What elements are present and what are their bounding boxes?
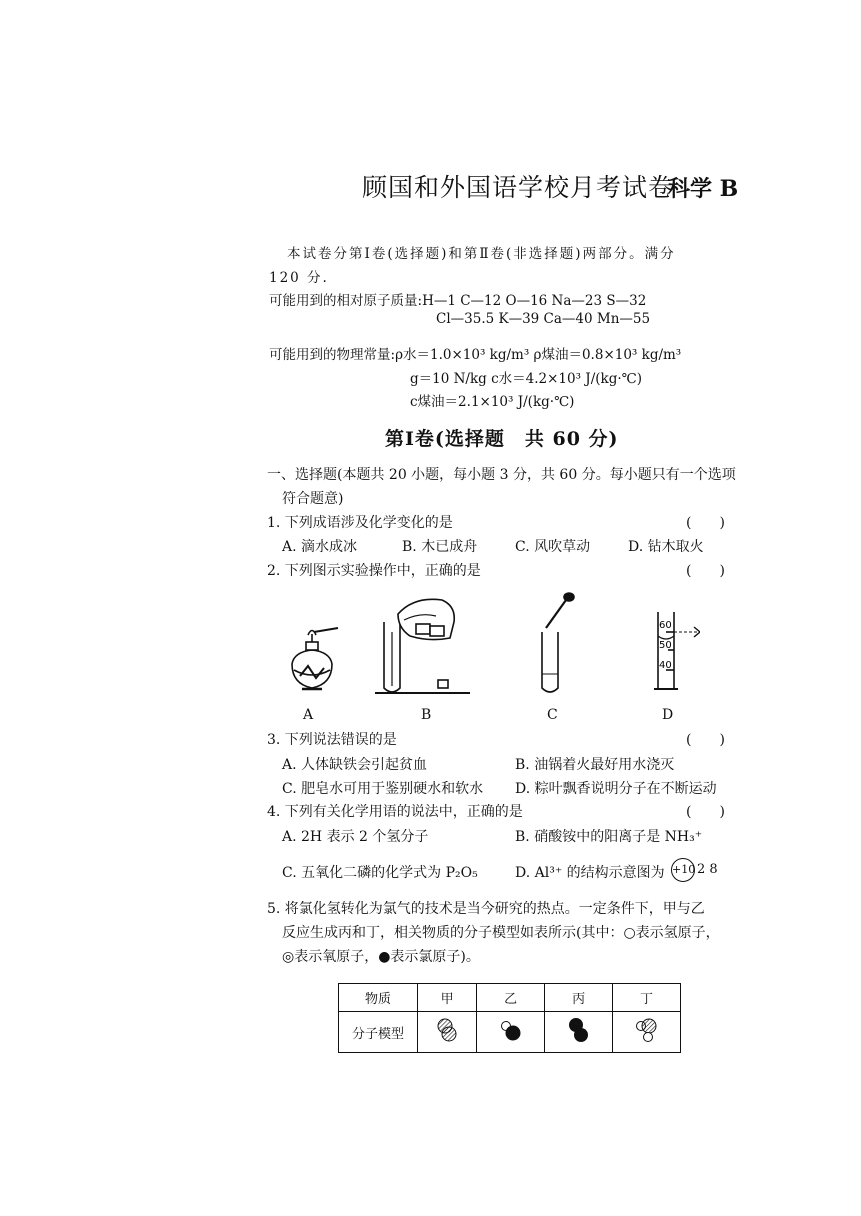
scale-50: 50 <box>659 640 672 651</box>
model-ding <box>613 1012 681 1053</box>
atomic-mass-label <box>269 289 646 309</box>
atomic-mass-title: 可能用到的相对原子质量: <box>269 293 423 309</box>
q1-option-b: B. 木已成舟 <box>402 539 478 555</box>
scale-60: 60 <box>659 620 672 631</box>
q3-option-d: D. 粽叶飘香说明分子在不断运动 <box>515 781 717 797</box>
q1-option-d: D. 钻木取火 <box>628 539 704 555</box>
q1-answer-blank: ( ) <box>686 515 725 531</box>
q4-stem: 4. 下列有关化学用语的说法中，正确的是 <box>267 804 523 820</box>
subject-label: 科学 B <box>668 176 739 202</box>
q1-option-c: C. 风吹草动 <box>515 539 591 555</box>
model-bing <box>545 1012 613 1053</box>
ion-nucleus-symbol: +10 <box>671 858 695 882</box>
section-instruction-1: 一、选择题(本题共 20 小题，每小题 3 分，共 60 分。每小题只有一个选项 <box>267 467 736 483</box>
section-instruction-2: 符合题意) <box>282 491 344 507</box>
q3-option-a: A. 人体缺铁会引起贫血 <box>282 757 428 773</box>
q5-line-1: 5. 将氯化氢转化为氯气的技术是当今研究的热点。一定条件下，甲与乙 <box>267 901 705 917</box>
table-header-bing: 丙 <box>545 984 613 1012</box>
q3-answer-blank: ( ) <box>686 732 725 748</box>
q5-line-3: ◎表示氧原子，●表示氯原子)。 <box>282 949 480 965</box>
table-header-jia: 甲 <box>418 984 477 1012</box>
intro-line-2: 120 分. <box>269 270 329 286</box>
q2-label-a: A <box>303 707 314 723</box>
section-title: 第Ⅰ卷(选择题 共 60 分) <box>385 428 619 450</box>
q2-answer-blank: ( ) <box>686 563 725 579</box>
q2-label-b: B <box>421 707 432 723</box>
q4-option-b: B. 硝酸铵中的阳离子是 NH₃⁺ <box>515 829 703 845</box>
q3-option-c: C. 肥皂水可用于鉴别硬水和软水 <box>282 781 484 797</box>
atomic-mass-row-1: H—1 C—12 O—16 Na—23 S—32 <box>422 293 647 309</box>
table-header-yi: 乙 <box>477 984 545 1012</box>
table-header-substance: 物质 <box>339 984 418 1012</box>
q2-figures <box>280 592 700 722</box>
atomic-mass-row-2: Cl—35.5 K—39 Ca—40 Mn—55 <box>436 311 651 327</box>
q5-line-2: 反应生成丙和丁，相关物质的分子模型如表所示(其中：○表示氢原子， <box>282 925 720 941</box>
constants-title: 可能用到的物理常量: <box>269 347 396 363</box>
alcohol-lamp-figure <box>292 628 338 689</box>
page-title: 顾国和外国语学校月考试卷 <box>362 173 675 202</box>
q4-option-a: A. 2H 表示 2 个氢分子 <box>282 829 429 845</box>
q4-option-d: D. Al³⁺ 的结构示意图为 <box>515 865 665 881</box>
intro-line-1: 本试卷分第Ⅰ卷(选择题)和第Ⅱ卷(非选择题)两部分。满分 <box>287 246 676 262</box>
scale-40: 40 <box>659 660 672 671</box>
constants-row-1: ρ水＝1.0×10³ kg/m³ ρ煤油＝0.8×10³ kg/m³ <box>395 347 682 363</box>
constants-line-1 <box>269 343 681 363</box>
table-row-label: 分子模型 <box>339 1012 418 1053</box>
model-jia <box>418 1012 477 1053</box>
q3-option-b: B. 油锅着火最好用水浇灭 <box>515 757 675 773</box>
constants-row-2: g＝10 N/kg c水＝4.2×10³ J/(kg·℃) <box>410 371 643 387</box>
molecule-model-table <box>338 983 681 1053</box>
dropper-figure <box>542 593 574 692</box>
q3-stem: 3. 下列说法错误的是 <box>267 732 397 748</box>
q1-option-a: A. 滴水成冰 <box>282 539 358 555</box>
ion-shell-numbers: 2 8 <box>697 862 718 877</box>
q2-stem: 2. 下列图示实验操作中，正确的是 <box>267 563 481 579</box>
q2-label-c: C <box>547 707 558 723</box>
constants-row-3: c煤油＝2.1×10³ J/(kg·℃) <box>410 394 575 410</box>
q4-answer-blank: ( ) <box>686 804 725 820</box>
pouring-figure <box>375 599 470 693</box>
q4-option-c: C. 五氧化二磷的化学式为 P₂O₅ <box>282 865 478 881</box>
q2-label-d: D <box>662 707 674 723</box>
q1-stem: 1. 下列成语涉及化学变化的是 <box>267 515 453 531</box>
table-header-ding: 丁 <box>613 984 681 1012</box>
model-yi <box>477 1012 545 1053</box>
